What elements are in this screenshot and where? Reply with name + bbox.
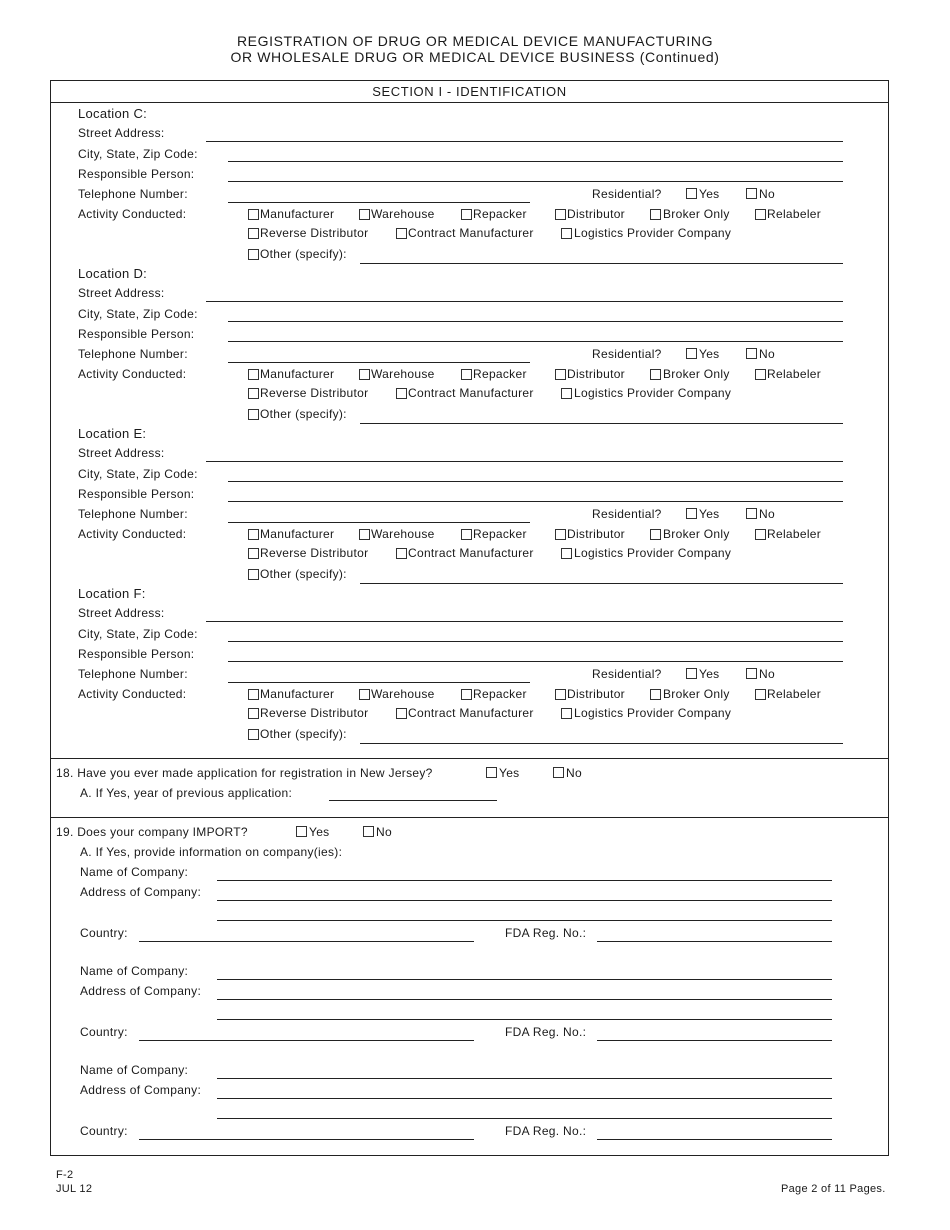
location-1-responsible-label: Responsible Person: — [78, 327, 195, 341]
section-header: SECTION I - IDENTIFICATION — [372, 84, 567, 99]
location-1-distributor-checkbox[interactable] — [555, 369, 566, 380]
location-1-street-label: Street Address: — [78, 286, 165, 300]
location-1-residential-no-checkbox[interactable] — [746, 348, 757, 359]
import-company-0-fda-field[interactable] — [597, 941, 832, 942]
location-0-broker-only-checkbox[interactable] — [650, 209, 661, 220]
import-company-2-address-label: Address of Company: — [80, 1083, 202, 1097]
location-0-contract-manufacturer-label: Contract Manufacturer — [408, 226, 534, 240]
location-1-responsible-field[interactable] — [228, 341, 843, 342]
location-2-city-label: City, State, Zip Code: — [78, 467, 198, 481]
import-company-1-fda-label: FDA Reg. No.: — [505, 1025, 587, 1039]
location-2-manufacturer-checkbox[interactable] — [248, 529, 259, 540]
location-2-logistics-checkbox[interactable] — [561, 548, 572, 559]
location-0-warehouse-label: Warehouse — [371, 207, 435, 221]
location-2-residential-label: Residential? — [592, 507, 662, 521]
import-company-0-address-field[interactable] — [217, 900, 832, 901]
location-1-repacker-label: Repacker — [473, 367, 527, 381]
location-2-reverse-distributor-checkbox[interactable] — [248, 548, 259, 559]
import-company-1-fda-field[interactable] — [597, 1040, 832, 1041]
location-3-other-label: Other (specify): — [260, 727, 347, 741]
location-2-residential-no-label: No — [759, 507, 775, 521]
import-company-1-address-label: Address of Company: — [80, 984, 202, 998]
location-0-responsible-label: Responsible Person: — [78, 167, 195, 181]
location-0-city-field[interactable] — [228, 161, 843, 162]
location-3-manufacturer-checkbox[interactable] — [248, 689, 259, 700]
location-2-other-field[interactable] — [360, 583, 843, 584]
import-company-0-country-field[interactable] — [139, 941, 474, 942]
location-2-city-field[interactable] — [228, 481, 843, 482]
location-3-residential-no-checkbox[interactable] — [746, 668, 757, 679]
location-3-city-field[interactable] — [228, 641, 843, 642]
location-1-telephone-label: Telephone Number: — [78, 347, 188, 361]
import-company-2-address-field-2[interactable] — [217, 1118, 832, 1119]
location-0-city-label: City, State, Zip Code: — [78, 147, 198, 161]
location-0-reverse-distributor-label: Reverse Distributor — [260, 226, 369, 240]
location-2-relabeler-label: Relabeler — [767, 527, 822, 541]
q19-no-label: No — [376, 825, 392, 839]
location-2-logistics-label: Logistics Provider Company — [574, 546, 732, 560]
location-0-manufacturer-checkbox[interactable] — [248, 209, 259, 220]
location-3-manufacturer-label: Manufacturer — [260, 687, 335, 701]
location-1-reverse-distributor-checkbox[interactable] — [248, 388, 259, 399]
form-date: JUL 12 — [56, 1183, 93, 1195]
location-2-responsible-label: Responsible Person: — [78, 487, 195, 501]
location-2-activity-label: Activity Conducted: — [78, 527, 187, 541]
location-1-logistics-label: Logistics Provider Company — [574, 386, 732, 400]
import-company-2-name-label: Name of Company: — [80, 1063, 189, 1077]
location-3-activity-label: Activity Conducted: — [78, 687, 187, 701]
location-2-street-field[interactable] — [206, 461, 843, 462]
import-company-0-address-field-2[interactable] — [217, 920, 832, 921]
location-1-residential-yes-label: Yes — [699, 347, 720, 361]
location-2-telephone-field[interactable] — [228, 522, 530, 523]
location-0-activity-label: Activity Conducted: — [78, 207, 187, 221]
location-1-repacker-checkbox[interactable] — [461, 369, 472, 380]
location-3-street-field[interactable] — [206, 621, 843, 622]
location-0-distributor-label: Distributor — [567, 207, 625, 221]
location-3-warehouse-checkbox[interactable] — [359, 689, 370, 700]
location-0-distributor-checkbox[interactable] — [555, 209, 566, 220]
location-2-residential-yes-checkbox[interactable] — [686, 508, 697, 519]
location-0-logistics-label: Logistics Provider Company — [574, 226, 732, 240]
location-2-repacker-label: Repacker — [473, 527, 527, 541]
location-1-title: Location D: — [78, 266, 148, 281]
q18-year-field[interactable] — [329, 800, 497, 801]
location-1-telephone-field[interactable] — [228, 362, 530, 363]
location-3-title: Location F: — [78, 586, 146, 601]
q19-divider — [50, 817, 889, 818]
location-0-residential-no-checkbox[interactable] — [746, 188, 757, 199]
location-2-broker-only-checkbox[interactable] — [650, 529, 661, 540]
location-1-activity-label: Activity Conducted: — [78, 367, 187, 381]
location-3-repacker-checkbox[interactable] — [461, 689, 472, 700]
location-3-warehouse-label: Warehouse — [371, 687, 435, 701]
location-2-relabeler-checkbox[interactable] — [755, 529, 766, 540]
location-3-residential-yes-label: Yes — [699, 667, 720, 681]
location-1-manufacturer-label: Manufacturer — [260, 367, 335, 381]
section-header-divider — [50, 102, 889, 103]
location-2-contract-manufacturer-checkbox[interactable] — [396, 548, 407, 559]
import-company-0-name-field[interactable] — [217, 880, 832, 881]
q19-question: 19. Does your company IMPORT? — [56, 825, 248, 839]
location-3-reverse-distributor-checkbox[interactable] — [248, 708, 259, 719]
location-2-distributor-checkbox[interactable] — [555, 529, 566, 540]
location-2-reverse-distributor-label: Reverse Distributor — [260, 546, 369, 560]
location-1-residential-no-label: No — [759, 347, 775, 361]
q18-divider — [50, 758, 889, 759]
location-0-street-label: Street Address: — [78, 126, 165, 140]
location-3-street-label: Street Address: — [78, 606, 165, 620]
location-1-manufacturer-checkbox[interactable] — [248, 369, 259, 380]
location-0-other-label: Other (specify): — [260, 247, 347, 261]
location-2-manufacturer-label: Manufacturer — [260, 527, 335, 541]
location-2-responsible-field[interactable] — [228, 501, 843, 502]
location-0-residential-yes-label: Yes — [699, 187, 720, 201]
import-company-0-name-label: Name of Company: — [80, 865, 189, 879]
location-1-contract-manufacturer-label: Contract Manufacturer — [408, 386, 534, 400]
location-0-street-field[interactable] — [206, 141, 843, 142]
q18-sub-a-label: A. If Yes, year of previous application: — [80, 786, 293, 800]
location-2-residential-yes-label: Yes — [699, 507, 720, 521]
location-2-residential-no-checkbox[interactable] — [746, 508, 757, 519]
location-1-contract-manufacturer-checkbox[interactable] — [396, 388, 407, 399]
location-3-contract-manufacturer-checkbox[interactable] — [396, 708, 407, 719]
location-0-other-field[interactable] — [360, 263, 843, 264]
location-3-logistics-checkbox[interactable] — [561, 708, 572, 719]
location-1-logistics-checkbox[interactable] — [561, 388, 572, 399]
location-3-broker-only-checkbox[interactable] — [650, 689, 661, 700]
location-1-relabeler-checkbox[interactable] — [755, 369, 766, 380]
location-2-distributor-label: Distributor — [567, 527, 625, 541]
location-3-telephone-label: Telephone Number: — [78, 667, 188, 681]
location-0-residential-no-label: No — [759, 187, 775, 201]
location-3-logistics-label: Logistics Provider Company — [574, 706, 732, 720]
location-3-reverse-distributor-label: Reverse Distributor — [260, 706, 369, 720]
location-3-responsible-field[interactable] — [228, 661, 843, 662]
location-3-relabeler-checkbox[interactable] — [755, 689, 766, 700]
location-3-repacker-label: Repacker — [473, 687, 527, 701]
location-0-logistics-checkbox[interactable] — [561, 228, 572, 239]
import-company-1-name-field[interactable] — [217, 979, 832, 980]
location-0-broker-only-label: Broker Only — [663, 207, 730, 221]
import-company-0-country-label: Country: — [80, 926, 128, 940]
location-0-reverse-distributor-checkbox[interactable] — [248, 228, 259, 239]
import-company-2-name-field[interactable] — [217, 1078, 832, 1079]
import-company-2-fda-label: FDA Reg. No.: — [505, 1124, 587, 1138]
location-1-broker-only-label: Broker Only — [663, 367, 730, 381]
q18-question: 18. Have you ever made application for registration in New Jersey? — [56, 766, 433, 780]
location-1-distributor-label: Distributor — [567, 367, 625, 381]
location-1-city-label: City, State, Zip Code: — [78, 307, 198, 321]
q18-no-checkbox[interactable] — [553, 767, 564, 778]
location-3-other-checkbox[interactable] — [248, 729, 259, 740]
location-1-other-label: Other (specify): — [260, 407, 347, 421]
location-1-broker-only-checkbox[interactable] — [650, 369, 661, 380]
location-2-other-checkbox[interactable] — [248, 569, 259, 580]
location-2-repacker-checkbox[interactable] — [461, 529, 472, 540]
location-1-residential-yes-checkbox[interactable] — [686, 348, 697, 359]
location-0-residential-yes-checkbox[interactable] — [686, 188, 697, 199]
location-1-reverse-distributor-label: Reverse Distributor — [260, 386, 369, 400]
location-3-distributor-checkbox[interactable] — [555, 689, 566, 700]
location-0-repacker-label: Repacker — [473, 207, 527, 221]
import-company-1-address-field-2[interactable] — [217, 1019, 832, 1020]
location-0-telephone-field[interactable] — [228, 202, 530, 203]
location-2-telephone-label: Telephone Number: — [78, 507, 188, 521]
location-0-responsible-field[interactable] — [228, 181, 843, 182]
location-1-relabeler-label: Relabeler — [767, 367, 822, 381]
import-company-2-country-label: Country: — [80, 1124, 128, 1138]
location-3-telephone-field[interactable] — [228, 682, 530, 683]
location-3-distributor-label: Distributor — [567, 687, 625, 701]
location-3-contract-manufacturer-label: Contract Manufacturer — [408, 706, 534, 720]
import-company-0-address-label: Address of Company: — [80, 885, 202, 899]
q19-yes-label: Yes — [309, 825, 330, 839]
form-id: F-2 — [56, 1169, 74, 1181]
location-2-warehouse-label: Warehouse — [371, 527, 435, 541]
location-0-residential-label: Residential? — [592, 187, 662, 201]
location-1-warehouse-checkbox[interactable] — [359, 369, 370, 380]
location-2-contract-manufacturer-label: Contract Manufacturer — [408, 546, 534, 560]
page-number: Page 2 of 11 Pages. — [781, 1183, 886, 1195]
location-2-warehouse-checkbox[interactable] — [359, 529, 370, 540]
import-company-0-fda-label: FDA Reg. No.: — [505, 926, 587, 940]
import-company-1-country-field[interactable] — [139, 1040, 474, 1041]
form-title-line1: REGISTRATION OF DRUG OR MEDICAL DEVICE MANUFACTURING — [236, 33, 714, 49]
q18-no-label: No — [566, 766, 582, 780]
location-2-title: Location E: — [78, 426, 147, 441]
location-3-broker-only-label: Broker Only — [663, 687, 730, 701]
q18-yes-label: Yes — [499, 766, 520, 780]
q19-yes-checkbox[interactable] — [296, 826, 307, 837]
import-company-1-address-field[interactable] — [217, 999, 832, 1000]
location-0-repacker-checkbox[interactable] — [461, 209, 472, 220]
location-3-relabeler-label: Relabeler — [767, 687, 822, 701]
import-company-2-address-field[interactable] — [217, 1098, 832, 1099]
import-company-2-country-field[interactable] — [139, 1139, 474, 1140]
location-3-residential-no-label: No — [759, 667, 775, 681]
location-0-contract-manufacturer-checkbox[interactable] — [396, 228, 407, 239]
location-0-other-checkbox[interactable] — [248, 249, 259, 260]
location-2-broker-only-label: Broker Only — [663, 527, 730, 541]
location-0-relabeler-label: Relabeler — [767, 207, 822, 221]
location-1-other-checkbox[interactable] — [248, 409, 259, 420]
import-company-1-name-label: Name of Company: — [80, 964, 189, 978]
location-1-street-field[interactable] — [206, 301, 843, 302]
q19-no-checkbox[interactable] — [363, 826, 374, 837]
import-company-1-country-label: Country: — [80, 1025, 128, 1039]
location-0-telephone-label: Telephone Number: — [78, 187, 188, 201]
location-0-warehouse-checkbox[interactable] — [359, 209, 370, 220]
location-1-warehouse-label: Warehouse — [371, 367, 435, 381]
location-0-manufacturer-label: Manufacturer — [260, 207, 335, 221]
location-3-other-field[interactable] — [360, 743, 843, 744]
location-3-residential-yes-checkbox[interactable] — [686, 668, 697, 679]
location-1-city-field[interactable] — [228, 321, 843, 322]
q19-sub-a-label: A. If Yes, provide information on company(ies): — [80, 845, 343, 859]
location-1-other-field[interactable] — [360, 423, 843, 424]
location-2-street-label: Street Address: — [78, 446, 165, 460]
location-0-relabeler-checkbox[interactable] — [755, 209, 766, 220]
q18-yes-checkbox[interactable] — [486, 767, 497, 778]
location-3-residential-label: Residential? — [592, 667, 662, 681]
location-0-title: Location C: — [78, 106, 148, 121]
form-title-line2: OR WHOLESALE DRUG OR MEDICAL DEVICE BUSINESS (Continued) — [230, 49, 720, 65]
location-2-other-label: Other (specify): — [260, 567, 347, 581]
location-3-city-label: City, State, Zip Code: — [78, 627, 198, 641]
import-company-2-fda-field[interactable] — [597, 1139, 832, 1140]
location-1-residential-label: Residential? — [592, 347, 662, 361]
location-3-responsible-label: Responsible Person: — [78, 647, 195, 661]
